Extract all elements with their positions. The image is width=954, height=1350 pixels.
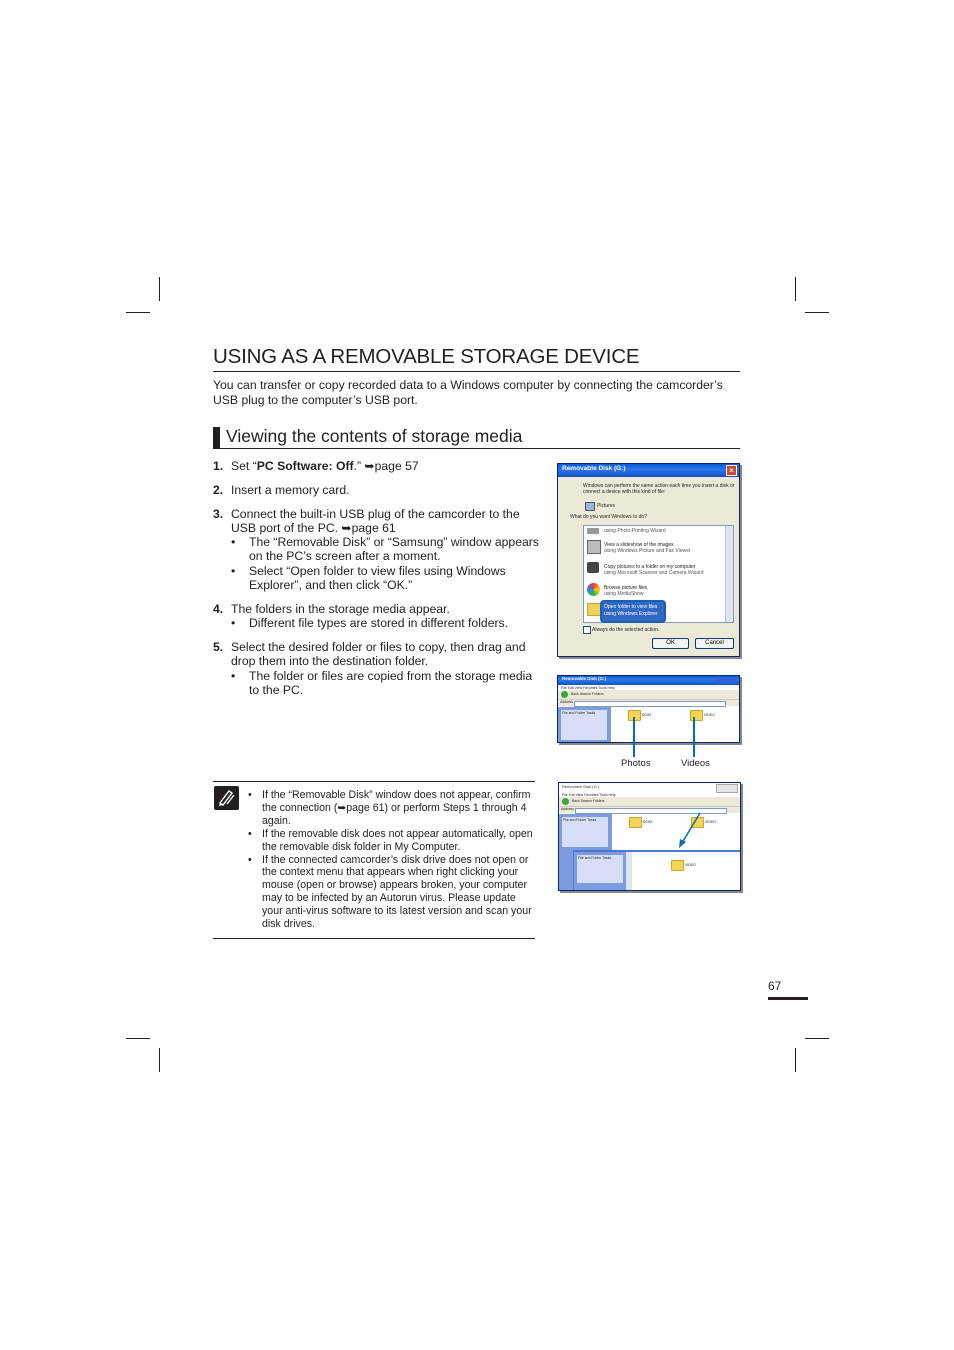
bullet-text: The folder or files are copied from the storage media to the PC. [249,668,533,697]
task-panel [561,710,607,740]
note-bullet: • If the removable disk does not appear automatically, open the removable disk folder in My Computer. [248,827,533,853]
step-bullet: • Select “Open folder to view files using Windows Explorer”, and then click “OK.” [231,563,506,593]
close-icon[interactable]: × [726,465,737,476]
task-header: File and Folder Tasks [563,818,597,822]
bullet-text: Different file types are stored in different folders. [249,616,509,631]
action-option: Open folder to view files [604,604,658,610]
cancel-button[interactable]: Cancel [695,638,734,649]
folder-label: VIDEO [685,863,696,867]
section-header [213,425,740,449]
note-bullet: • If the connected camcorder’s disk drive does not open or the context menu that appears when right clicking your mouse (open or browse) appears broken, your computer may to be infected by an Autorun virus. Please update your anti-virus software to its latest version and scan your disk drives. [248,853,532,931]
page-title: USING AS A REMOVABLE STORAGE DEVICE [213,344,740,372]
destination-window [573,850,741,891]
bullet-text: If the “Removable Disk” window does not appear, confirm the connection (➥page 61) or perform Steps 1 through 4 again. [262,789,531,827]
dialog-title: Removable Disk (G:) [562,465,626,472]
action-option[interactable]: using Photo Printing Wizard [604,528,666,534]
action-option-detail: using Windows Explorer [604,611,658,617]
explorer-screenshot [557,675,740,743]
action-option-detail: using MediaShow [604,591,644,597]
bullet-text: If the connected camcorder’s disk drive does not open or the context menu that appears when right clicking your mouse (open or browse) appears broken, your computer may to be infected by an Autorun virus. Please update your anti-virus software to its latest version and scan your disk drives. [262,853,532,931]
steps-list [213,459,543,707]
note-box [213,781,535,939]
callout-line [633,717,635,757]
step-item [213,640,543,697]
crop-mark [126,312,150,313]
bullet-text: If the removable disk does not appear automatically, open the removable disk folder in My Computer. [262,827,533,853]
menu-setting: PC Software: Off [256,459,354,473]
photos-label: Photos [621,758,651,769]
action-option[interactable]: Copy pictures to a folder on my computer [604,564,696,570]
address-bar [559,807,740,813]
task-pane [574,852,626,891]
folder-label: DCIM [642,713,651,717]
action-option[interactable]: Browse picture files [604,585,648,591]
intro-paragraph: You can transfer or copy recorded data to a Windows computer by connecting the camcorder’s USB plug to the computer’s USB port. [213,378,723,407]
step-text: Select the desired folder or files to copy, then drag and drop them into the destination folder. [231,639,526,669]
step-number: 1. [213,459,224,473]
action-option[interactable]: View a slideshow of the images [604,542,674,548]
selected-action-highlight[interactable] [600,600,666,623]
section-marker [213,427,220,448]
autoplay-dialog-screenshot [557,463,740,657]
folder-icon[interactable] [671,860,684,871]
step-text: The folders in the storage media appear. [231,601,450,616]
toolbar-labels[interactable]: Back Search Folders [571,692,604,696]
dialog-prompt: Windows can perform the same action each time you insert a disk or connect a device with this kind of file: [583,483,735,495]
checkbox-label: Always do the selected action. [592,627,660,633]
step-bullet: • The folder or files are copied from the storage media to the PC. [231,668,533,697]
task-header: File and Folder Tasks [578,856,612,860]
task-panel [577,855,623,883]
page-number: 67 [768,979,782,993]
step-text: Set “ [231,459,257,473]
step-text: Insert a memory card. [231,482,350,497]
folder-label: VIDEO [704,713,715,717]
menu-bar[interactable]: File Edit View Favorites Tools Help [561,686,615,690]
crop-mark [795,277,796,301]
explorer-title: Removable Disk (G:) [562,676,607,681]
window-controls[interactable] [717,677,737,684]
crop-mark [159,1048,160,1072]
slideshow-icon [587,540,601,554]
step-number: 4. [213,601,224,616]
note-bullet: • If the “Removable Disk” window does not appear, confirm the connection (➥page 61) or perform Steps 1 through 4 again. [248,789,531,827]
step-bullet: • The “Removable Disk” or “Samsung” window appears on the PC’s screen after a moment. [231,535,539,564]
step-bullet: • Different file types are stored in different folders. [231,616,509,631]
scrollbar[interactable] [626,852,632,891]
folder-icon[interactable] [629,817,642,828]
step-item [213,459,543,473]
action-list[interactable] [583,525,734,623]
address-label: Address [560,700,573,704]
back-icon[interactable] [561,691,568,698]
page-number-rule [768,997,808,1000]
dialog-question: What do you want Windows to do? [570,514,647,520]
back-icon[interactable] [562,798,569,805]
explorer-titlebar [558,676,739,685]
task-header: File and Folder Tasks [562,711,596,715]
toolbar [559,797,740,807]
window-controls[interactable] [716,784,738,793]
toolbar [558,690,739,700]
toolbar-labels[interactable]: Back Search Folders [572,799,605,803]
step-item [213,507,543,593]
crop-mark [805,312,829,313]
folder-icon[interactable] [690,710,703,721]
crop-mark [805,1038,829,1039]
menu-bar[interactable]: File Edit View Favorites Tools Help [562,793,616,797]
folder-label: DCIM [643,820,652,824]
printer-icon [587,528,599,534]
address-bar [558,700,739,706]
videos-label: Videos [681,758,710,769]
bullet-text: The “Removable Disk” or “Samsung” window appears on the PC’s screen after a moment. [249,535,539,564]
mediashow-icon [587,583,600,596]
note-pencil-icon [214,786,239,810]
step-item [213,483,543,497]
step-text: Connect the built-in USB plug of the camcorder to the USB port of the PC. ➥page 61 [231,506,520,535]
ok-button[interactable]: OK [652,638,689,649]
camera-icon [587,562,599,573]
folder-label: VIDEO [705,820,716,824]
crop-mark [795,1048,796,1072]
bullet-text: Select “Open folder to view files using Windows Explorer”, and then click “OK.” [249,563,506,593]
action-option-detail: using Windows Picture and Fax Viewer [604,548,691,554]
address-label: Address [561,807,574,811]
step-number: 2. [213,482,224,497]
drag-drop-screenshot [558,782,741,891]
dialog-titlebar [558,464,739,477]
step-item [213,602,543,631]
pictures-icon [585,502,595,511]
file-type: Pictures [597,503,616,509]
step-text: .” ➥page 57 [353,459,419,473]
explorer-title: Removable Disk (G:) [562,784,600,789]
crop-mark [159,277,160,301]
always-checkbox[interactable] [583,626,591,634]
crop-mark [126,1038,150,1039]
section-title: Viewing the contents of storage media [226,426,523,446]
action-option-detail: using Microsoft Scanner and Camera Wizard [604,570,704,576]
task-pane [558,707,611,742]
note-text [248,789,538,931]
task-panel [562,817,608,847]
step-number: 3. [213,506,224,521]
explorer-titlebar [559,783,740,792]
drag-arrow-icon [676,810,704,850]
callout-line [693,717,695,757]
scrollbar[interactable] [725,526,733,622]
step-number: 5. [213,639,224,654]
